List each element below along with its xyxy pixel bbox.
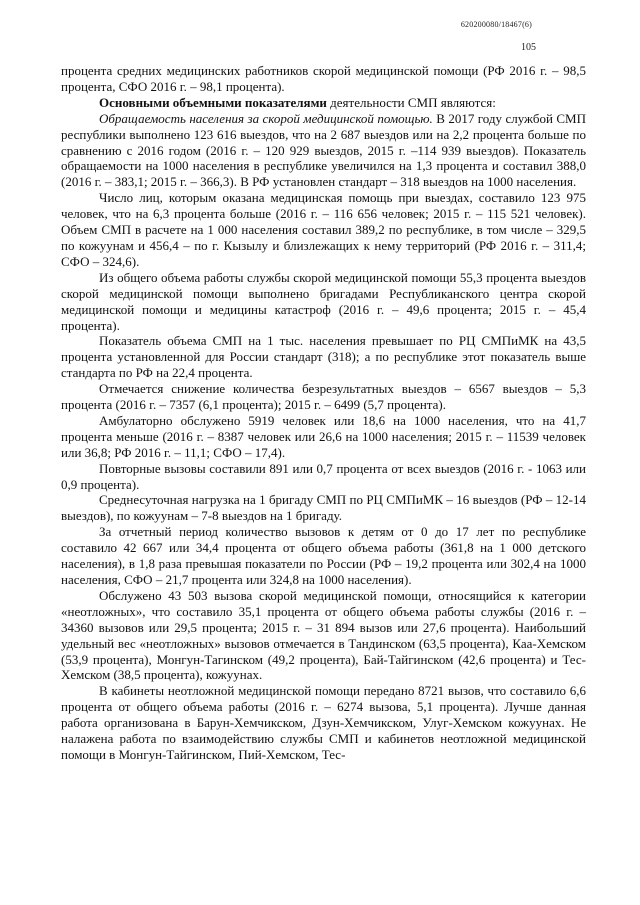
paragraph-lead-bold: Основными объемными показателями: [99, 94, 327, 110]
paragraph-persons-served: [61, 190, 586, 270]
paragraph-continuation: [61, 63, 586, 95]
paragraph-daily-load: [61, 492, 586, 524]
paragraph-text: Число лиц, которым оказана медицинская помощь при выездах, составило 123 975 человек, что на 6,3 процента больше (2016 г. – 116 656 человек; 2015 г. – 115 521 человек). Объем СМП в расчете на 1 000 населения составил 389,2 по республике, в том числе – 329,5 по кожуунам и 456,4 – по г. Кызылу и близлежащих к нему территорий (РФ 2016 г. – 311,4; СФО – 324,6).: [61, 190, 586, 269]
paragraph-text: В 2017 году службой СМП республики выполнено 123 616 выездов, что на 2 687 выездов или на 2,2 процента больше по сравнению с 2016 годом (2016 г. – 120 929 выездов, 2015 г. –114 939 выездов). Показатель обращаемости на 1000 населения в республике увеличился на 1,3 процента и составил 388,0 (2016 г. – 383,1; 2015 г. – 366,3). В РФ установлен стандарт – 318 выездов на 1000 населения.: [61, 110, 586, 190]
paragraph-text: деятельности СМП являются:: [326, 94, 496, 110]
paragraph-main-indicators: [61, 95, 586, 111]
paragraph-text: Из общего объема работы службы скорой медицинской помощи 55,3 процента выездов скорой медицинской помощи выполнено бригадами Республиканского центра скорой медицинской помощи и медицины катастроф (2016 г. – 49,6 процента; 2015 г. – 45,4 процента).: [61, 269, 586, 333]
paragraph-volume-indicator: [61, 333, 586, 381]
paragraph-urgent-cabinets: [61, 683, 586, 763]
paragraph-text: Среднесуточная нагрузка на 1 бригаду СМП по РЦ СМПиМК – 16 выездов (РФ – 12-14 выездов), по кожуунам – 7-8 выездов на 1 бригаду.: [61, 492, 586, 524]
paragraph-urgent-calls: [61, 588, 586, 683]
paragraph-repeat-calls: [61, 461, 586, 493]
paragraph-text: Повторные вызовы составили 891 или 0,7 процента от всех выездов (2016 г. - 1063 или 0,9 процента).: [61, 460, 586, 492]
paragraph-text: За отчетный период количество вызовов к детям от 0 до 17 лет по республике составило 42 667 или 34,4 процента от общего объема работы (361,8 на 1 000 детского населения), в 1,8 раза превышая показатели по России (РФ – 19,2 процента или 302,4 на 1000 населения, СФО – 21,7 процента или 324,8 на 1000 населения).: [61, 524, 586, 587]
document-id: 620200080/18467(6): [460, 20, 532, 29]
paragraph-lead-italic: Обращаемость населения за скорой медицинской помощью.: [99, 110, 433, 126]
paragraph-text: Показатель объема СМП на 1 тыс. населения превышает по РЦ СМПиМК на 43,5 процента установленной для России стандарт (318); а по республике этот показатель выше стандарта по РФ на 22,4 процента.: [61, 333, 586, 381]
paragraph-work-volume: [61, 270, 586, 334]
paragraph-appeal-rate: [61, 111, 586, 191]
paragraph-text: Амбулаторно обслужено 5919 человек или 18,6 на 1000 населения, что на 41,7 процента меньше (2016 г. – 8387 человек или 26,6 на 1000 населения; 2015 г. – 11539 человек или 36,8; РФ 2016 г. – 11,1; СФО – 17,4).: [61, 412, 586, 460]
text-body: [61, 63, 586, 763]
paragraph-text: процента средних медицинских работников скорой медицинской помощи (РФ 2016 г. – 98,5 процента, СФО 2016 г. – 98,1 процента).: [61, 63, 586, 94]
page-number: 105: [521, 42, 536, 53]
paragraph-text: Обслужено 43 503 вызова скорой медицинской помощи, относящийся к категории «неотложных», что составило 35,1 процента от общего объема работы службы (2016 г. – 34360 вызовов или 29,5 процента; 2015 г. – 31 894 вызов или 27,6 процента). Наибольший удельный вес «неотложных» вызовов отмечается в Тандинском (63,5 процента), Каа-Хемском (53,9 процента), Монгун-Тагинском (49,2 процента), Бай-Тайгинском (42,6 процента) и Тес-Хемском (38,5 процента), кожуунах.: [61, 587, 586, 683]
paragraph-outpatient: [61, 413, 586, 461]
paragraph-children-calls: [61, 524, 586, 588]
paragraph-text: В кабинеты неотложной медицинской помощи передано 8721 вызов, что составило 6,6 процента от общего объема работы (2016 г. – 6274 вызова, 5,1 процента). Лучше данная работа организована в Барун-Хемчикском, Дзун-Хемчикском, Улуг-Хемском кожуунах. Не налажена работа по взаимодействию службы СМП и кабинетов неотложной медицинской помощи в Монгун-Тайгинском, Пий-Хемском, Тес-: [61, 683, 586, 762]
paragraph-text: Отмечается снижение количества безрезультатных выездов – 6567 выездов – 5,3 процента (2016 г. – 7357 (6,1 процента); 2015 г. – 6499 (5,7 процента).: [61, 381, 586, 413]
paragraph-fruitless-calls: [61, 381, 586, 413]
